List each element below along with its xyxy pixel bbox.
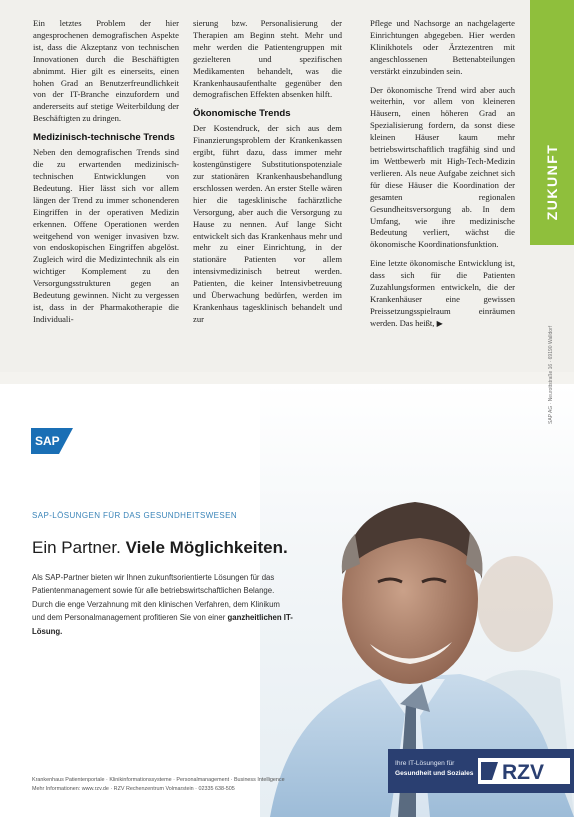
ad-body-text: Als SAP-Partner bieten wir Ihnen zukunftsorientierte Lösungen für das Patientenmanagement sowie für alle betriebswirtschaftlichen Belange. Durch die enge Verzahnung mit den klinischen Verfahren, dem Klinikum und dem Personalmanagement profitieren Sie von einer (32, 573, 280, 623)
paragraph-text: Eine letzte ökonomische Entwicklung ist, dass sich für die Patienten Zuzahlungsformen entwickeln, die der Krankenhäuser eine gewissen Preissetzungsspielraum einräumen werden. Das heißt, (370, 258, 515, 328)
article-page (0, 0, 574, 372)
side-credit: SAP AG · Neurottstraße 16 · 69190 Walldorf (548, 325, 554, 424)
advertisement (0, 325, 574, 817)
rzv-tagline-bold: Gesundheit und Soziales (395, 770, 474, 777)
ad-eyebrow: SAP-LÖSUNGEN FÜR DAS GESUNDHEITSWESEN (32, 511, 238, 520)
rzv-banner (388, 749, 574, 793)
section-tab-label: ZUKUNFT (544, 143, 560, 221)
paragraph: Der ökonomische Trend wird aber auch weiterhin, vor allem von kleineren Häusern, einen höheren Grad an Spezialisierung fordern, da sonst diese kleinen Häuser kaum mehr betriebswirtschaftlich tragfähig sind und im Wettbewerb mit High-Tech-Medizin verlieren. Als neue Aufgabe zeichnet sich für diese Häuser die Koordination der gesamten regionalen Gesundheitsversorgung ab. In dem Umfang, wie ihre medizinische Bedeutung verliert, wächst die ökonomische Koordinationsfunktion. (370, 84, 515, 250)
headline-bold: Viele Möglichkeiten. (125, 538, 288, 557)
rzv-logo-text: RZV (502, 761, 544, 784)
paragraph: Pflege und Nachsorge an nachgelagerte Einrichtungen abgegeben. Hier werden Klinikhotels oder Ärztezentren mit angeschlossenen Bettenabteilungen verstärkt einzubinden sein. (370, 18, 515, 76)
continue-arrow-icon: ▶ (436, 318, 443, 328)
section-heading: Medizinisch-technische Trends (33, 132, 175, 144)
footer-line: Krankenhaus Patientenportale · Klinikinformationssysteme · Personalmanagement · Business Intelligence (32, 777, 285, 783)
rzv-tagline: Ihre IT-Lösungen für (395, 760, 455, 767)
ad-body (32, 571, 294, 638)
footer-line: Mehr Informationen: www.rzv.de · RZV Rechenzentrum Volmarstein · 02335 638-505 (32, 786, 235, 792)
paragraph: Der Kostendruck, der sich aus dem Finanzierungsproblem der Krankenkassen ergibt, führt dazu, dass immer mehr kostengünstigere Substitutionspotenziale zur stationären Krankenhausbehandlung erschlossen werden. An erster Stelle wären hier die tagesklinische fachärztliche Versorgung, aber auch die Versorgung zu Hause zu nennen. Auf lange Sicht entwickelt sich das Krankenhaus mehr und mehr zu einer Einrichtung, in der stationäre Patienten vor allem intensivmedizinisch betreut werden. Patienten, die keiner Intensivbetreuung und Überwachung bedürfen, werden im Krankenhaus tagesklinisch behandelt und zur (193, 123, 342, 324)
article-column-2 (193, 18, 342, 333)
rzv-logo-icon (478, 758, 570, 784)
ad-headline (32, 538, 288, 558)
paragraph: Neben den demografischen Trends sind die zu erwartenden medizinisch-technischen Entwicklungen von Bedeutung. Hier lässt sich vor allem längen der Trend zu immer schonenderen Eingriffen in der operativen Medizin erkennen. Offene Operationen werden weitgehend von weniger invasiven bzw. von endoskopischen Eingriffen abgelöst. Zugleich wird die Medizintechnik als ein wichtiger Komplement zu den Versorgungsstrukturen gegen an Bedeutung gewinnen. Nicht zu vergessen ist, dass in der Pharmakotherapie die Individuali- (33, 147, 179, 324)
article-column-1 (33, 18, 179, 333)
ad-body-emphasis: ganzheitlichen IT-Lösung. (32, 613, 293, 636)
sap-logo-text: SAP (35, 434, 60, 448)
section-heading: Ökonomische Trends (193, 108, 291, 120)
headline-light: Ein Partner. (32, 538, 121, 557)
sap-logo-icon (31, 428, 73, 454)
section-tab (530, 0, 574, 245)
paragraph: sierung bzw. Personalisierung der Therapien am Beginn steht. Mehr und mehr werden die Patientengruppen mit gezielteren und spezifischen Medikamenten behandelt, was die Krankenhausaufenthalte gegenüber den demografischen Effekten absenken hilft. (193, 18, 342, 100)
ad-footer (32, 776, 332, 794)
paragraph: Ein letztes Problem der hier angesprochenen demografischen Aspekte ist, dass die Akzeptanz von technischen Innovationen durch die Beschäftigten abnimmt. Hier gilt es einerseits, einen hohen Grad an Benutzerfreundlichkeit von der IT-Branche einzufordern und andererseits auf stetige Weiterbildung der Beschäftigten zu dringen. (33, 18, 179, 124)
paragraph (370, 258, 515, 329)
article-column-3 (370, 18, 515, 337)
